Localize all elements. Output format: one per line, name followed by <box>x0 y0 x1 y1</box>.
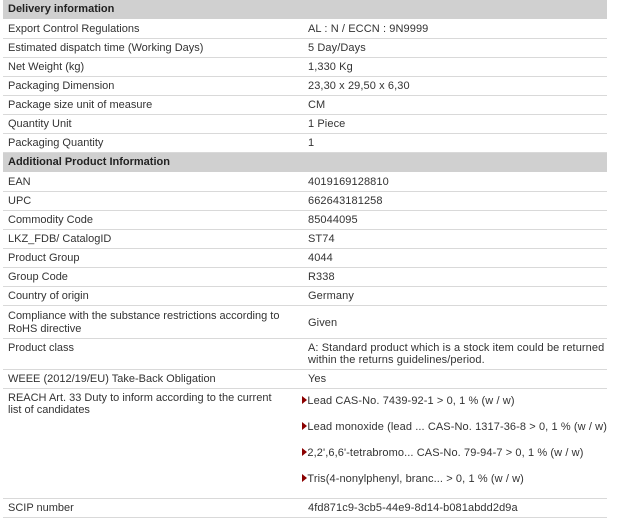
additional-product-information-header: Additional Product Information <box>3 153 607 173</box>
row-value: Germany <box>308 290 354 302</box>
row-label: Product Group <box>8 252 80 264</box>
reach-substance-text: Lead CAS-No. 7439-92-1 > 0, 1 % (w / w) <box>307 395 515 407</box>
table-row <box>3 211 607 230</box>
row-label: Package size unit of measure <box>8 99 153 111</box>
row-label: SCIP number <box>8 502 74 514</box>
reach-substance-list <box>288 389 607 498</box>
row-value: 1 Piece <box>308 118 346 130</box>
table-row <box>3 192 607 211</box>
table-row <box>3 306 607 339</box>
row-label: Packaging Dimension <box>8 80 115 92</box>
reach-substance-text: 2,2',6,6'-tetrabromo... CAS-No. 79-94-7 > 0, 1 % (w / w) <box>307 447 584 459</box>
delivery-information-header: Delivery information <box>3 0 607 20</box>
reach-substance-text: Tris(4-nonylphenyl, branc... > 0, 1 % (w / w) <box>307 473 524 485</box>
table-row <box>3 58 607 77</box>
row-value: CM <box>308 99 326 111</box>
row-label: Group Code <box>8 271 68 283</box>
table-row <box>3 370 607 389</box>
row-label: Quantity Unit <box>8 118 72 130</box>
reach-substance-link[interactable] <box>293 444 607 470</box>
table-row <box>3 96 607 115</box>
row-label: Net Weight (kg) <box>8 61 85 73</box>
table-row <box>3 268 607 287</box>
row-value: ST74 <box>308 233 335 245</box>
arrow-right-icon <box>302 422 307 430</box>
row-value: Yes <box>308 373 327 385</box>
table-row <box>3 230 607 249</box>
row-label: REACH Art. 33 Duty to inform according to the current list of candidates <box>8 392 272 416</box>
table-row <box>3 134 607 153</box>
row-value: 662643181258 <box>308 195 383 207</box>
row-value: Given <box>308 316 338 329</box>
row-value: AL : N / ECCN : 9N9999 <box>308 23 429 35</box>
row-value: 4fd871c9-3cb5-44e9-8d14-b081abdd2d9a <box>308 502 518 514</box>
row-label: LKZ_FDB/ CatalogID <box>8 233 112 245</box>
reach-substance-link[interactable] <box>293 470 607 496</box>
row-label: Product class <box>8 342 75 354</box>
row-value: 85044095 <box>308 214 358 226</box>
table-row <box>3 39 607 58</box>
row-value: R338 <box>308 271 335 283</box>
table-row <box>3 499 607 518</box>
reach-substance-link[interactable] <box>293 392 607 418</box>
table-row <box>3 339 607 370</box>
row-value: 23,30 x 29,50 x 6,30 <box>308 80 410 92</box>
arrow-right-icon <box>302 396 307 404</box>
row-value: A: Standard product which is a stock item could be returned within the returns guidelines/period. <box>308 342 605 366</box>
table-row <box>3 249 607 268</box>
arrow-right-icon <box>302 474 307 482</box>
table-row <box>3 173 607 192</box>
row-label: Packaging Quantity <box>8 137 104 149</box>
table-row <box>3 287 607 306</box>
row-label: Export Control Regulations <box>8 23 140 35</box>
table-row <box>3 77 607 96</box>
table-row <box>3 20 607 39</box>
row-label: Country of origin <box>8 290 89 302</box>
reach-substance-link[interactable] <box>293 418 607 444</box>
product-info-table <box>3 0 607 518</box>
row-value: 4019169128810 <box>308 176 389 188</box>
row-value: 4044 <box>308 252 333 264</box>
row-label: UPC <box>8 195 32 207</box>
row-label: WEEE (2012/19/EU) Take-Back Obligation <box>8 373 216 385</box>
table-row <box>3 115 607 134</box>
row-value: 1 <box>308 137 315 149</box>
row-label: Commodity Code <box>8 214 93 226</box>
row-value: 5 Day/Days <box>308 42 366 54</box>
row-value: 1,330 Kg <box>308 61 353 73</box>
reach-substance-text: Lead monoxide (lead ... CAS-No. 1317-36-8 > 0, 1 % (w / w) <box>307 421 607 433</box>
row-label: EAN <box>8 176 31 188</box>
row-label: Compliance with the substance restrictions according to RoHS directive <box>8 310 280 335</box>
reach-row <box>3 389 607 499</box>
row-label: Estimated dispatch time (Working Days) <box>8 42 204 54</box>
arrow-right-icon <box>302 448 307 456</box>
